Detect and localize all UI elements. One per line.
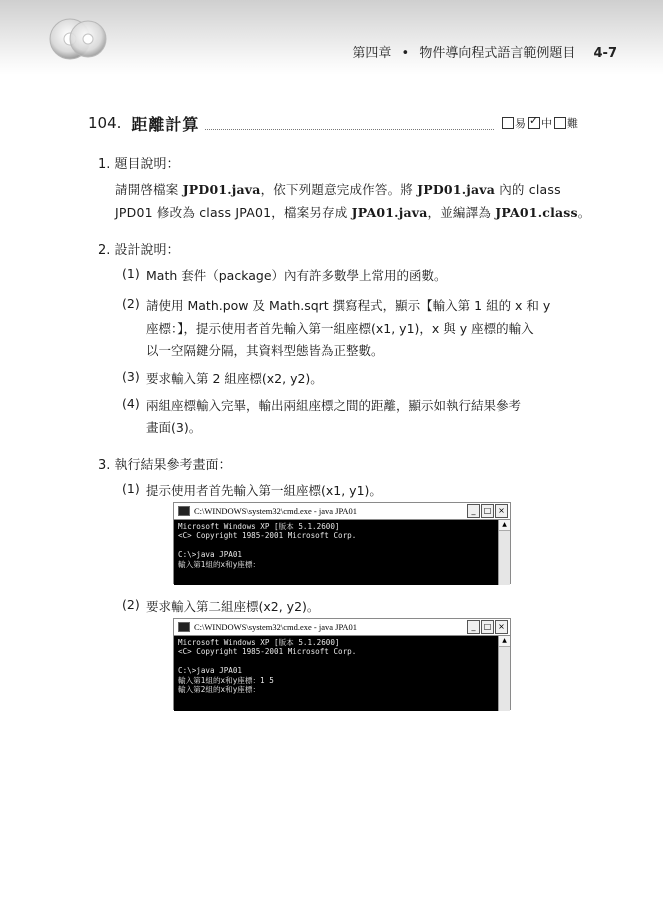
cmd-app-icon: [178, 506, 190, 516]
s2-item-4-num: (4): [122, 396, 140, 411]
leader-dots: [205, 117, 494, 130]
s1-text: 。: [577, 205, 591, 220]
console-title: C:\WINDOWS\system32\cmd.exe - java JPA01: [194, 506, 358, 516]
difficulty-easy: 易: [515, 117, 526, 130]
window-controls: [466, 504, 508, 518]
console-title: C:\WINDOWS\system32\cmd.exe - java JPA01: [194, 622, 358, 632]
s2-item-1-line: Math 套件（package）內有許多數學上常用的函數。: [146, 268, 447, 283]
s3-item-1-num: (1): [122, 481, 140, 496]
console-output: [174, 520, 510, 571]
question-number: 104.: [88, 114, 122, 132]
filename: JPD01.java: [417, 182, 496, 197]
question-title: 距離計算: [131, 114, 200, 134]
s2-item-4-line: 畫面(3)。: [146, 420, 202, 435]
s1-text: 內的 class: [495, 182, 561, 197]
console-line: Microsoft Windows XP [版本 5.1.2600]: [178, 522, 340, 531]
s1-line-2: [115, 203, 591, 221]
checkbox-easy-icon: [502, 117, 514, 129]
filename: JPD01.java: [182, 182, 261, 197]
close-button[interactable]: ×: [495, 504, 508, 518]
s2-item-2-line: 請使用 Math.pow 及 Math.sqrt 撰寫程式，顯示【輸入第 1 組的 x 和 y: [146, 298, 551, 313]
section-heading-2: 2. 設計說明：: [98, 243, 180, 258]
console-line: [178, 657, 506, 666]
s2-item-2-line: 以一空隔鍵分隔，其資料型態皆為正整數。: [146, 343, 384, 358]
s3-item-2-num: (2): [122, 597, 140, 612]
console-line: Microsoft Windows XP [版本 5.1.2600]: [178, 638, 340, 647]
filename: JPA01.class: [495, 205, 578, 220]
s3-item-2-text: 要求輸入第二組座標(x2, y2)。: [146, 599, 320, 614]
scroll-up-arrow-icon[interactable]: ▲: [499, 520, 510, 531]
disc-logo-icon: [48, 14, 108, 64]
difficulty-hard: 難: [567, 117, 578, 130]
s2-item-4-line: 兩組座標輸入完畢，輸出兩組座標之間的距離，顯示如執行結果參考: [146, 398, 522, 413]
checkbox-hard-icon: [554, 117, 566, 129]
s1-text: ，依下列題意完成作答。將: [260, 182, 418, 197]
s3-item-1-text: 提示使用者首先輸入第一組座標(x1, y1)。: [146, 483, 382, 498]
close-button[interactable]: ×: [495, 620, 508, 634]
question-title-row: [88, 110, 578, 136]
minimize-button[interactable]: _: [467, 620, 480, 634]
console-output: [174, 636, 510, 696]
console-line: C:\>java JPA01: [178, 666, 243, 676]
checkbox-checked-icon: [528, 117, 540, 129]
running-head: [352, 42, 617, 61]
console-window-1: [173, 502, 511, 584]
section-heading-3: 3. 執行結果參考畫面：: [98, 458, 232, 473]
console-line: 輸入第2組的x和y座標：: [178, 685, 261, 695]
s2-item-1-num: (1): [122, 266, 140, 281]
difficulty-indicator: [500, 115, 578, 131]
minimize-button[interactable]: _: [467, 504, 480, 518]
console-body: [174, 636, 510, 711]
console-line: 輸入第1組的x和y座標：: [178, 559, 261, 569]
console-window-2: [173, 618, 511, 710]
maximize-button[interactable]: □: [481, 504, 494, 518]
window-controls: [466, 620, 508, 634]
filename: JPA01.java: [351, 205, 428, 220]
console-line: [178, 541, 506, 550]
chapter-title: 物件導向程式語言範例題目: [419, 46, 576, 61]
s2-item-2-num: (2): [122, 296, 140, 311]
s2-item-2-line: 座標：】，提示使用者首先輸入第一組座標(x1, y1)，x 與 y 座標的輸入: [146, 321, 534, 336]
vertical-scrollbar[interactable]: [498, 520, 510, 585]
s2-item-3-num: (3): [122, 369, 140, 384]
console-line: <C> Copyright 1985-2001 Microsoft Corp.: [178, 647, 357, 657]
cmd-app-icon: [178, 622, 190, 632]
console-titlebar: [174, 503, 510, 520]
scroll-up-arrow-icon[interactable]: ▲: [499, 636, 510, 647]
s1-text: 請開啓檔案: [115, 182, 183, 197]
console-line: C:\>java JPA01: [178, 550, 243, 560]
s1-line-1: [115, 180, 561, 198]
s1-text: JPD01 修改為 class JPA01，檔案另存成: [115, 205, 352, 220]
page-number: 4-7: [593, 46, 617, 61]
console-body: [174, 520, 510, 585]
console-line: <C> Copyright 1985-2001 Microsoft Corp.: [178, 531, 357, 541]
difficulty-medium: 中: [541, 117, 552, 130]
header-bullet: •: [401, 46, 410, 61]
vertical-scrollbar[interactable]: [498, 636, 510, 711]
console-line: 輸入第1組的x和y座標：1 5: [178, 675, 274, 685]
console-titlebar: [174, 619, 510, 636]
section-heading-1: 1. 題目說明：: [98, 157, 180, 172]
chapter-label: 第四章: [352, 46, 392, 61]
s2-item-3-line: 要求輸入第 2 組座標(x2, y2)。: [146, 371, 323, 386]
maximize-button[interactable]: □: [481, 620, 494, 634]
s1-text: ，並編譯為: [427, 205, 496, 220]
header-band: [0, 0, 663, 75]
